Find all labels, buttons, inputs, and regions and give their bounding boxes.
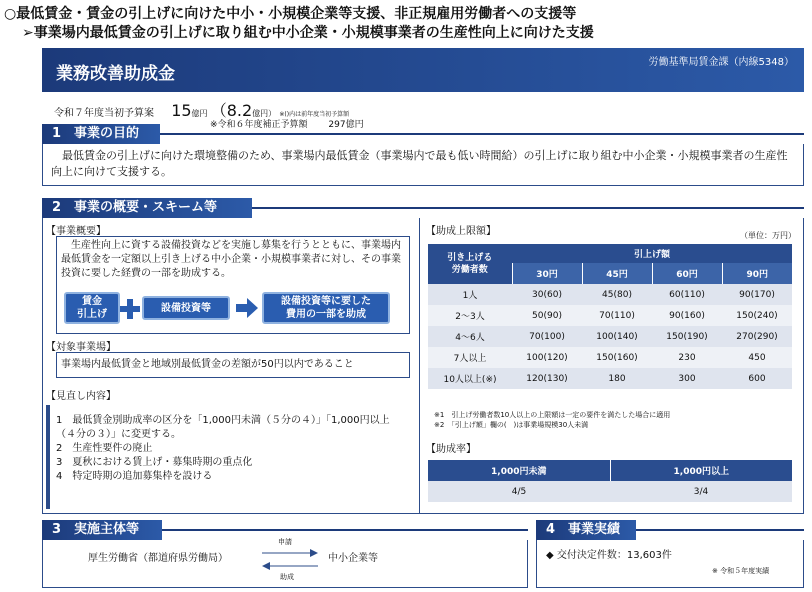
table-cell: 300: [678, 373, 696, 384]
table-cell: 120(130): [526, 373, 568, 384]
section-1: [42, 124, 804, 186]
table-cell: 70(110): [599, 310, 635, 321]
arrow-grant-label: 助成: [280, 573, 294, 581]
limit-label: 【助成上限額】: [426, 226, 496, 237]
table-row: [428, 305, 792, 326]
rate-table: [428, 460, 792, 502]
review-list: [56, 414, 401, 484]
rate-over: 3/4: [693, 486, 709, 497]
col-90: 90円: [722, 263, 792, 284]
row-label: 2〜3人: [455, 312, 485, 322]
budget-note: ※()内は前年度当初予算額: [279, 111, 350, 118]
grant-count: ◆ 交付決定件数：13,603件: [546, 550, 672, 561]
table-cell: 600: [748, 373, 766, 384]
dept-contact: 労働基準局賃金課（内線5348）: [648, 57, 794, 68]
col-30: 30円: [512, 263, 582, 284]
rate-head-under: 1,000円未満: [428, 460, 610, 481]
arrow-right-icon: [262, 545, 318, 559]
rate-under: 4/5: [511, 486, 527, 497]
review-item-4: 4 特定時期の追加募集枠を設ける: [56, 471, 213, 482]
table-cell: 45(80): [602, 289, 632, 300]
table-cell: 270(290): [736, 331, 778, 342]
table-row: [428, 481, 792, 502]
review-item-2: 2 生産性要件の廃止: [56, 443, 153, 454]
table-cell: 70(100): [529, 331, 565, 342]
section-2: [42, 198, 804, 218]
row-label: 7人以上: [453, 354, 487, 364]
rate-label: 【助成率】: [426, 444, 476, 455]
table-cell: 150(240): [736, 310, 778, 321]
table-cell: 150(160): [596, 352, 638, 363]
actor-left: 厚生労働省（都道府県労働局）: [88, 553, 228, 564]
plus-icon: [120, 299, 140, 319]
row-label: 4〜6人: [455, 333, 485, 343]
limit-table: [428, 244, 792, 389]
hosei-label: ※令和６年度補正予算額: [210, 120, 308, 130]
table-cell: 30(60): [532, 289, 562, 300]
header-line2: ➢事業場内最低賃金の引上げに取り組む中小企業・小規模事業者の生産性向上に向けた支援: [22, 25, 594, 41]
table-cell: 90(170): [739, 289, 775, 300]
section-3-title: 3 実施主体等: [42, 520, 162, 540]
table-cell: 100(120): [526, 352, 568, 363]
table-cell: 150(190): [666, 331, 708, 342]
limit-head-workers: 引き上げる 労働者数: [428, 244, 512, 284]
section-1-text: 最低賃金の引上げに向けた環境整備のため、事業場内最低賃金（事業場内で最も低い時間給）の引上げに取り組む中小企業・小規模事業者の生産性向上に向けて支援する。: [42, 144, 804, 186]
limit-notes: [434, 410, 670, 430]
budget-prev: （8.2: [210, 101, 253, 120]
note-1: ※1 引上げ労働者数10人以上の上限額は一定の要件を満たした場合に適用: [434, 411, 671, 419]
review-bar: [46, 405, 50, 509]
section-4: [536, 520, 804, 540]
rate-head-over: 1,000円以上: [610, 460, 792, 481]
actor-right: 中小企業等: [328, 553, 378, 564]
table-row: [428, 347, 792, 368]
page-title: 業務改善助成金: [56, 64, 175, 84]
review-item-3: 3 夏秋における賃上げ・募集時期の重点化: [56, 457, 253, 468]
table-cell: 60(110): [669, 289, 705, 300]
section-1-title: 1 事業の目的: [42, 124, 160, 144]
title-bar: [42, 48, 804, 92]
col-60: 60円: [652, 263, 722, 284]
table-row: [428, 368, 792, 389]
row-label: 10人以上(※): [443, 375, 497, 385]
hosei-value: 297億円: [328, 120, 364, 130]
overview-label: 【事業概要】: [46, 226, 106, 237]
flow-wage-up: 賃金 引上げ: [64, 292, 120, 324]
section-2-title: 2 事業の概要・スキーム等: [42, 198, 252, 218]
budget-prev-unit: 億円）: [252, 109, 277, 118]
table-row: [428, 284, 792, 305]
review-label: 【見直し内容】: [46, 391, 116, 402]
grant-note: ※ 令和５年度実績: [712, 567, 770, 575]
budget-amount: 15: [171, 101, 192, 120]
unit-note: （単位：万円）: [740, 231, 796, 240]
budget-label: 令和７年度当初予算案: [54, 108, 154, 119]
arrow-left-icon: [262, 558, 318, 572]
note-2: ※2 「引上げ額」欄の( )は事業場規模30人未満: [434, 421, 589, 429]
target-text: 事業場内最低賃金と地域別最低賃金の差額が50円以内であること: [56, 352, 410, 378]
table-cell: 230: [678, 352, 696, 363]
table-cell: 100(140): [596, 331, 638, 342]
target-label: 【対象事業場】: [46, 342, 116, 353]
arrow-right-icon: [236, 298, 258, 318]
flow-investment: 設備投資等: [142, 296, 230, 320]
row-label: 1人: [462, 291, 478, 301]
table-cell: 180: [608, 373, 626, 384]
limit-head-amount: 引上げ額: [512, 244, 792, 263]
table-cell: 450: [748, 352, 766, 363]
budget-unit: 億円: [191, 109, 208, 118]
table-row: [428, 326, 792, 347]
arrow-apply-label: 申請: [278, 538, 292, 546]
table-cell: 90(160): [669, 310, 705, 321]
header-line1: ○最低賃金・賃金の引上げに向けた中小・小規模企業等支援、非正規雇用労働者への支援等: [4, 6, 577, 22]
col-45: 45円: [582, 263, 652, 284]
section-4-title: 4 事業実績: [536, 520, 636, 540]
overview-text: 生産性向上に資する設備投資などを実施し募集を行うとともに、事業場内最低賃金を一定額以上引き上げる中小企業・小規模事業者に対し、その事業投資に要した経費の一部を助成する。: [61, 240, 401, 279]
flow-subsidy: 設備投資等に要した 費用の一部を助成: [262, 292, 390, 324]
review-item-1: 1 最低賃金別助成率の区分を「1,000円未満（５分の４）」「1,000円以上（４分の３）」に変更する。: [56, 415, 390, 440]
table-cell: 50(90): [532, 310, 562, 321]
